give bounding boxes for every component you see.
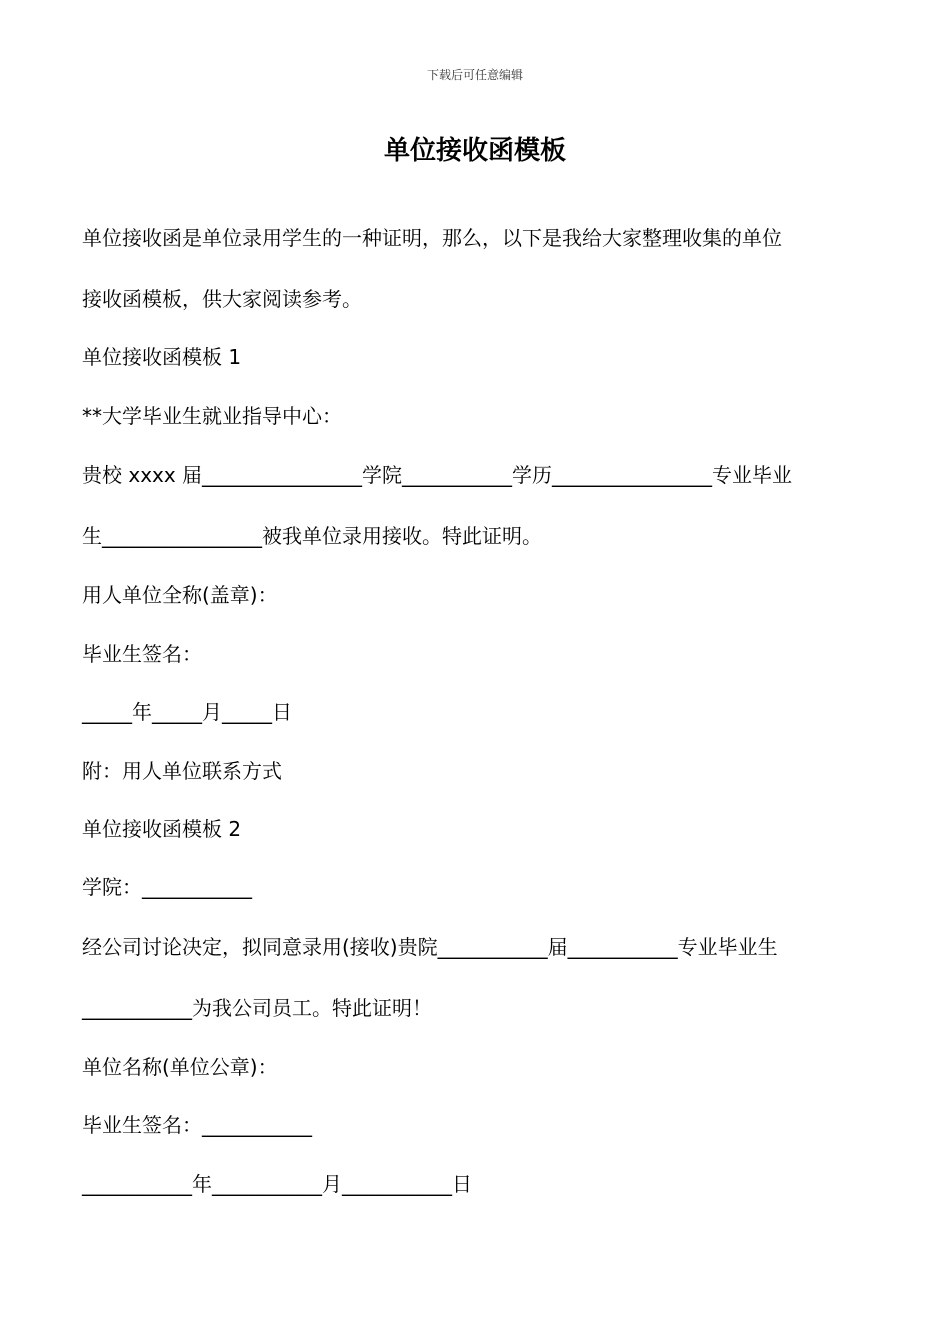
graduate-signature-line-2: 毕业生签名：___________ bbox=[82, 1113, 312, 1137]
body-line-2: 生________________被我单位录用接收。特此证明。 bbox=[82, 524, 542, 548]
date-line: _____年_____月_____日 bbox=[82, 700, 292, 724]
college-line: 学院：___________ bbox=[82, 875, 252, 899]
intro-line-2: 接收函模板，供大家阅读参考。 bbox=[82, 287, 362, 311]
employer-seal-line: 单位名称(单位公章)： bbox=[82, 1055, 278, 1079]
body-line-1: 贵校 xxxx 届________________学院___________学历________________专业毕业 bbox=[82, 463, 793, 487]
header-note: 下载后可任意编辑 bbox=[426, 68, 523, 82]
template-1-heading: 单位接收函模板 1 bbox=[82, 345, 242, 369]
document-title: 单位接收函模板 bbox=[383, 136, 566, 166]
body2-line-2: ___________为我公司员工。特此证明！ bbox=[82, 996, 432, 1020]
recipient-line: **大学毕业生就业指导中心： bbox=[82, 404, 342, 428]
employer-fullname-line: 用人单位全称(盖章)： bbox=[82, 583, 278, 607]
template-2-heading: 单位接收函模板 2 bbox=[82, 817, 242, 841]
intro-line-1: 单位接收函是单位录用学生的一种证明，那么，以下是我给大家整理收集的单位 bbox=[82, 226, 782, 250]
graduate-signature-line: 毕业生签名： bbox=[82, 642, 202, 666]
date-line-2: ___________年___________月___________日 bbox=[82, 1172, 472, 1196]
body2-line-1: 经公司讨论决定，拟同意录用(接收)贵院___________届___________专业毕业生 bbox=[82, 935, 778, 959]
contact-note-line: 附：用人单位联系方式 bbox=[82, 759, 282, 783]
